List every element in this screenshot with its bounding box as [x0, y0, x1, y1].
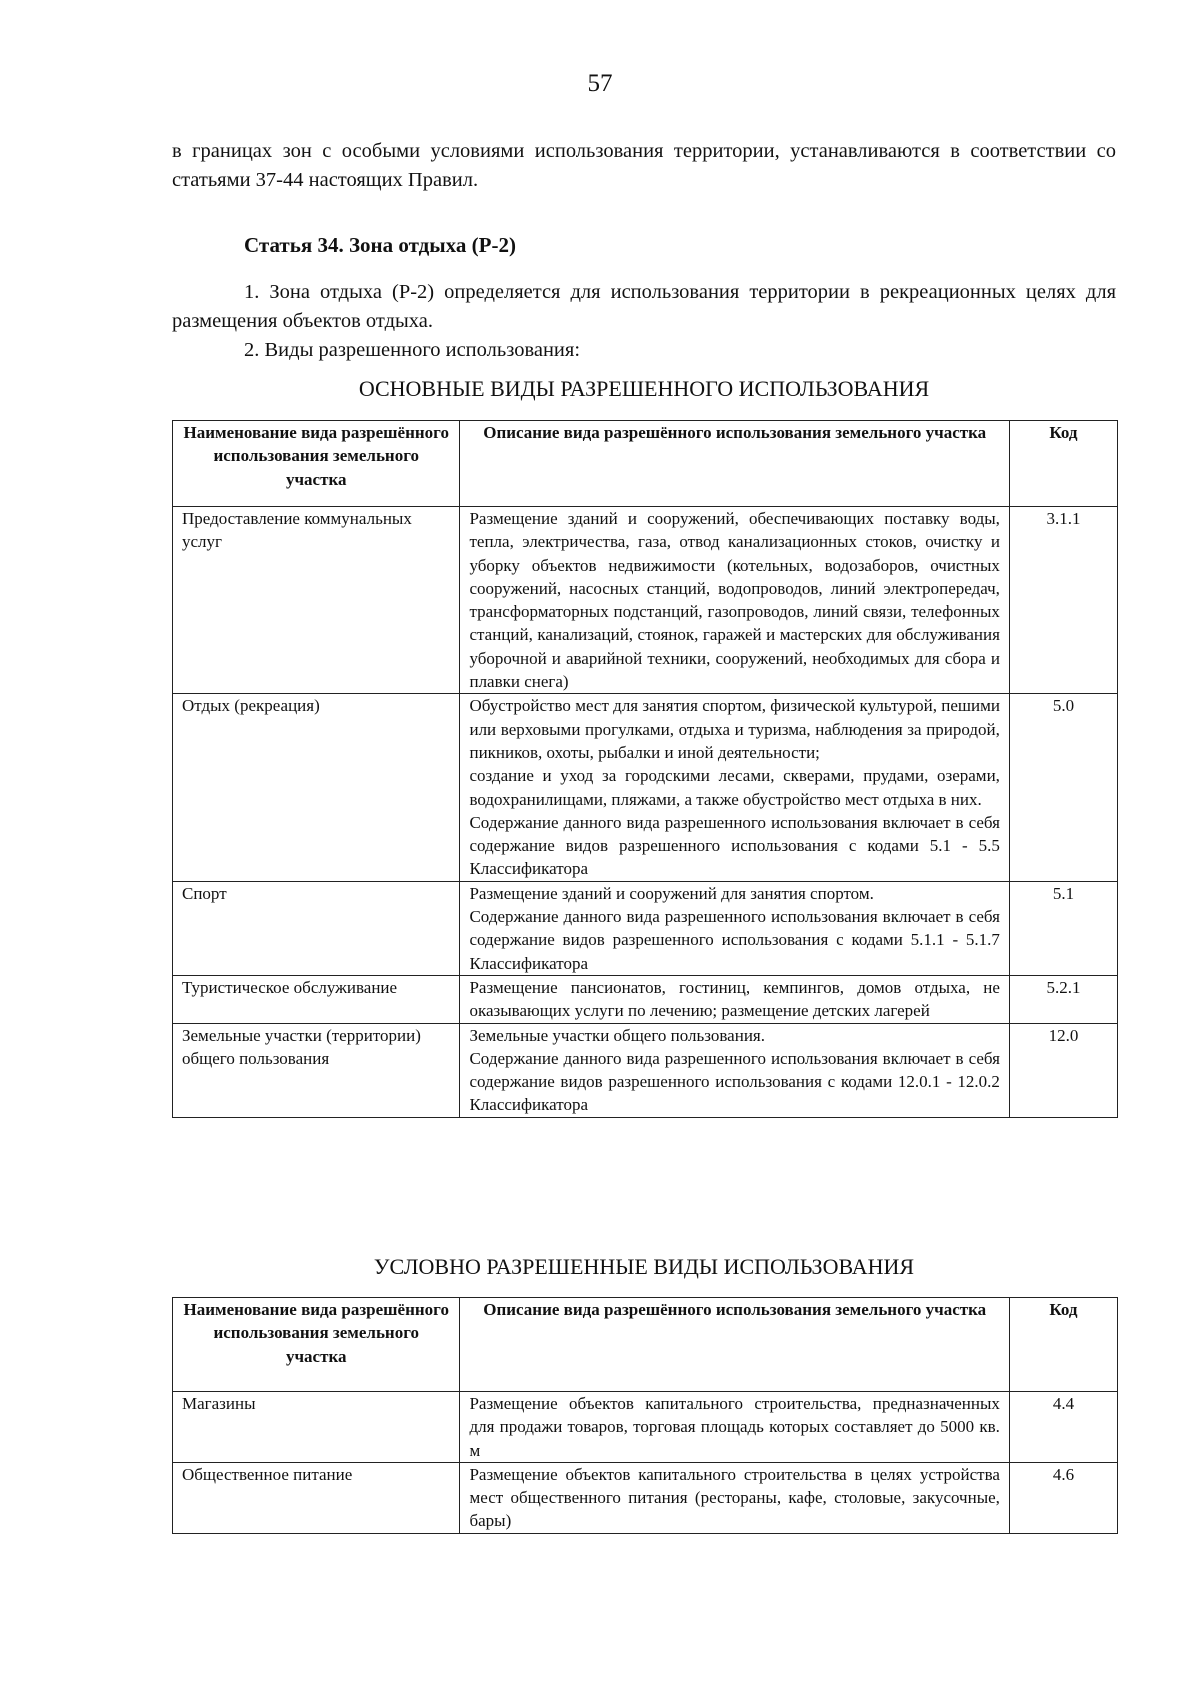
table-row: [173, 1392, 1118, 1463]
main-uses-title: ОСНОВНЫЕ ВИДЫ РАЗРЕШЕННОГО ИСПОЛЬЗОВАНИЯ: [358, 376, 930, 401]
use-name: Предоставление коммунальных услуг: [173, 507, 460, 694]
table-row: [173, 1462, 1118, 1533]
description-line: Обустройство мест для занятия спортом, физической культурой, пешими или верховыми прогулками, отдыха и туризма, наблюдения за природой, пикников, охоты, рыбалки и иной деятельности;: [469, 696, 1000, 762]
description-line: Размещение пансионатов, гостиниц, кемпингов, домов отдыха, не оказывающих услуги по лечению; размещение детских лагерей: [469, 977, 1000, 1021]
table-row: [173, 694, 1118, 881]
use-description: [460, 694, 1009, 881]
conditional-uses-table: [172, 1297, 1118, 1534]
header-description: Описание вида разрешённого использования земельного участка: [460, 421, 1009, 507]
header-name: Наименование вида разрешённого использования земельного участка: [173, 421, 460, 507]
main-uses-table: [172, 420, 1118, 1118]
use-description: [460, 881, 1009, 975]
use-code: 5.2.1: [1009, 975, 1117, 1023]
use-description: [460, 975, 1009, 1023]
conditional-uses-title: УСЛОВНО РАЗРЕШЕННЫЕ ВИДЫ ИСПОЛЬЗОВАНИЯ: [373, 1254, 915, 1279]
description-line: Размещение объектов капитального строительства, предназначенных для продажи товаров, торговая площадь которых составляет до 5000 кв. м: [469, 1394, 1000, 1460]
table-row: [173, 881, 1118, 975]
description-line: Размещение зданий и сооружений для занятия спортом.: [469, 883, 874, 903]
description-line: Содержание данного вида разрешенного использования включает в себя содержание видов разрешенного использования с кодами 5.1.1 - 5.1.7 Классификатора: [469, 907, 1000, 973]
use-name: Отдых (рекреация): [173, 694, 460, 881]
description-line: создание и уход за городскими лесами, скверами, прудами, озерами, водохранилищами, пляжами, а также обустройство мест отдыха в них.: [469, 766, 1000, 809]
header-code: Код: [1009, 421, 1117, 507]
use-name: Земельные участки (территории) общего пользования: [173, 1023, 460, 1117]
table-row: [173, 507, 1118, 694]
use-description: [460, 1023, 1009, 1117]
header-code: Код: [1009, 1298, 1117, 1392]
use-name: Туристическое обслуживание: [173, 975, 460, 1023]
use-description: [460, 1462, 1009, 1533]
page-number: 57: [587, 70, 613, 97]
use-code: 4.6: [1009, 1462, 1117, 1533]
table-header-row: [173, 421, 1118, 507]
description-line: Содержание данного вида разрешенного использования включает в себя содержание видов разрешенного использования с кодами 12.0.1 - 12.0.2 Классификатора: [469, 1048, 1000, 1115]
use-name: Общественное питание: [173, 1462, 460, 1533]
paragraph-2: 2. Виды разрешенного использования:: [244, 339, 581, 361]
use-code: 12.0: [1009, 1023, 1117, 1117]
description-line: Размещение объектов капитального строительства в целях устройства мест общественного питания (рестораны, кафе, столовые, закусочные, бары): [469, 1464, 1000, 1531]
use-code: 5.1: [1009, 881, 1117, 975]
use-description: [460, 1392, 1009, 1463]
description-line: Земельные участки общего пользования.: [469, 1025, 765, 1045]
header-description: Описание вида разрешённого использования земельного участка: [460, 1298, 1009, 1392]
use-description: [460, 507, 1009, 694]
description-line: Содержание данного вида разрешенного использования включает в себя содержание видов разрешенного использования с кодами 5.1 - 5.5 Классификатора: [469, 812, 1000, 879]
table-header-row: [173, 1298, 1118, 1392]
use-code: 3.1.1: [1009, 507, 1117, 694]
table-row: [173, 1023, 1118, 1117]
use-code: 4.4: [1009, 1392, 1117, 1463]
article-heading: Статья 34. Зона отдыха (Р-2): [244, 233, 516, 257]
use-code: 5.0: [1009, 694, 1117, 881]
intro-paragraph: в границах зон с особыми условиями использования территории, устанавливаются в соответствии со статьями 37-44 настоящих Правил.: [172, 140, 1116, 191]
paragraph-1: 1. Зона отдыха (Р-2) определяется для использования территории в рекреационных целях для размещения объектов отдыха.: [172, 281, 1116, 332]
table-row: [173, 975, 1118, 1023]
use-name: Спорт: [173, 881, 460, 975]
header-name: Наименование вида разрешённого использования земельного участка: [173, 1298, 460, 1392]
use-name: Магазины: [173, 1392, 460, 1463]
description-line: Размещение зданий и сооружений, обеспечивающих поставку воды, тепла, электричества, газа, отвод канализационных стоков, очистку и уборку объектов недвижимости (котельных, водозаборов, очистных сооружений, насосных станций, водопроводов, линий электропередач, трансформаторных подстанций, газопроводов, линий связи, телефонных станций, канализаций, стоянок, гаражей и мастерских для обслуживания уборочной и аварийной техники, сооружений, необходимых для сбора и плавки снега): [469, 509, 1000, 692]
